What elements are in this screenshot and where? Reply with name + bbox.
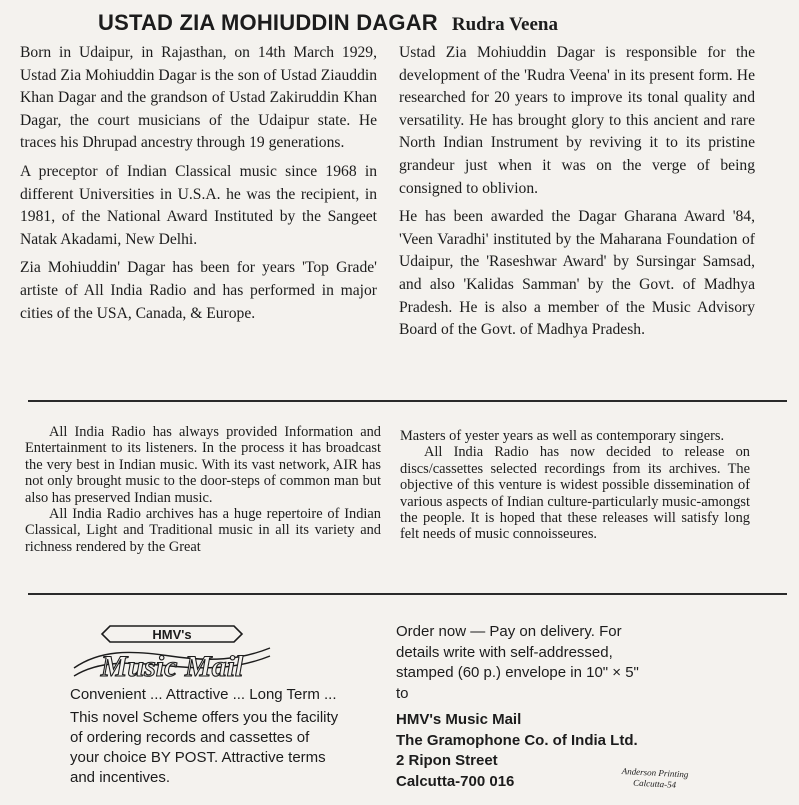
order-line: stamped (60 p.) envelope in 10" × 5" (396, 664, 639, 681)
air-right-column (400, 428, 750, 543)
air-left-column (25, 424, 381, 555)
printer-credit (621, 766, 689, 791)
order-line: to (396, 684, 409, 702)
logo-main-text: Music Mail (100, 650, 244, 683)
page-title (98, 10, 558, 36)
order-line: Order now — Pay on delivery. For (396, 623, 622, 640)
bio-right-column (399, 42, 755, 348)
hmv-tagline: Convenient ... Attractive ... Long Term ... (70, 686, 337, 703)
bio-paragraph: He has been awarded the Dagar Gharana Award '84, 'Veen Varadhi' instituted by the Maharana Foundation of Udaipur, the 'Raseshwar Award' by Sursingar Samsad, and also 'Kalidas Samman' by the Govt. of Madhya Pradesh. He is also a member of the Music Advisory Board of the Govt. of Madhya Pradesh. (399, 208, 755, 339)
logo-top-text: HMV's (152, 627, 192, 642)
air-paragraph: All India Radio archives has a huge repertoire of Indian Classical, Light and Traditional music in all its variety and richness rendered by the Great (25, 506, 381, 555)
printer-name: Anderson Printing (621, 766, 689, 780)
address-line: HMV's Music Mail (396, 711, 522, 728)
air-paragraph: All India Radio has always provided Information and Entertainment to its listeners. In the process it has broadcast the very best in Indian music. With its vast network, AIR has not only brought music to the door-steps of common man but also has preserved Indian music. (25, 424, 381, 506)
divider (28, 593, 787, 595)
artist-name: USTAD ZIA MOHIUDDIN DAGAR (98, 10, 438, 35)
air-paragraph: Masters of yester years as well as contemporary singers. (400, 428, 725, 444)
divider (28, 400, 787, 402)
order-block (396, 622, 726, 704)
address-line: The Gramophone Co. of India Ltd. (396, 731, 638, 749)
bio-paragraph: Ustad Zia Mohiuddin Dagar is responsible for the development of the 'Rudra Veena' in its present form. He researched for 20 years to improve its tonal quality and versatility. He has brought glory to this ancient and rare North Indian Instrument by reviving it to its pristine grandeur just when it was on the verge of being consigned to oblivion. (399, 44, 755, 197)
bio-paragraph: Born in Udaipur, in Rajasthan, on 14th March 1929, Ustad Zia Mohiuddin Dagar is the son of Ustad Ziauddin Khan Dagar and the grandson of Ustad Zakiruddin Khan Dagar, the court musicians of the Udaipur state. He traces his Dhrupad ancestry through 19 generations. (20, 44, 377, 152)
air-paragraph: All India Radio has now decided to release on discs/cassettes selected recordings from its archives. The objective of this venture is widest possible dissemination of various aspects of Indian culture-particularly music-amongst the people. It is hoped that these releases will satisfy long felt needs of music connoisseures. (400, 444, 750, 543)
music-mail-logo (70, 620, 275, 688)
hmv-body: This novel Scheme offers you the facility of ordering records and cassettes of your choice BY POST. Attractive terms and incentives. (70, 709, 339, 786)
logo-graphic (70, 620, 275, 688)
address-line: 2 Ripon Street (396, 752, 498, 769)
order-line: details write with self-addressed, (396, 643, 613, 661)
bio-paragraph: Zia Mohiuddin' Dagar has been for years 'Top Grade' artiste of All India Radio and has performed in major cities of the USA, Canada, & Europe. (20, 259, 377, 322)
bio-left-column (20, 42, 377, 331)
address-line: Calcutta-700 016 (396, 772, 515, 790)
printer-city: Calcutta-54 (632, 777, 677, 790)
instrument-name: Rudra Veena (451, 14, 558, 35)
bio-paragraph: A preceptor of Indian Classical music since 1968 in different Universities in U.S.A. he was the recipient, in 1981, of the National Award Instituted by the Sangeet Natak Akadami, New Delhi. (20, 162, 377, 248)
